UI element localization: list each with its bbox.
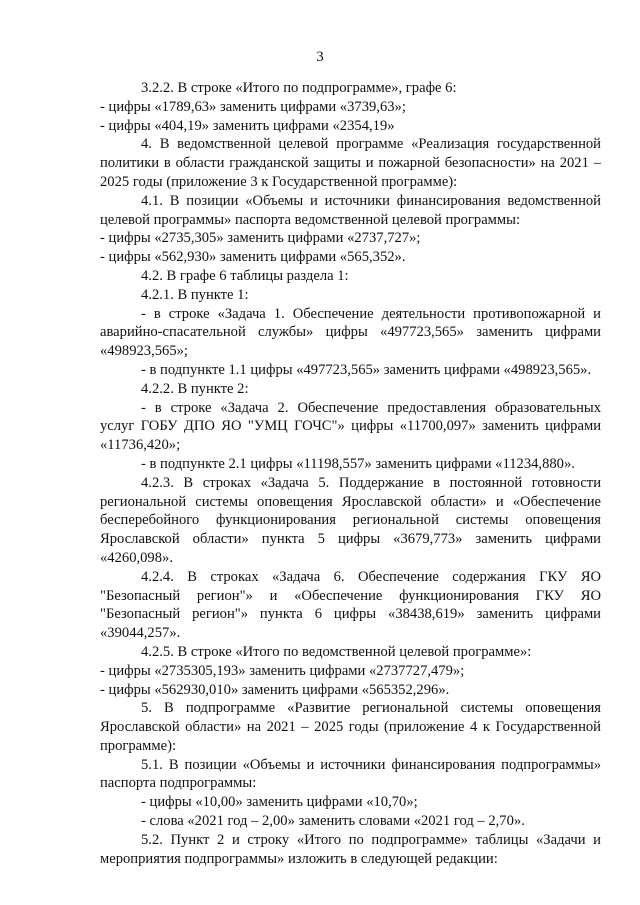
paragraph: 4.2.5. В строке «Итого по ведомственной целевой программе»:	[141, 643, 532, 660]
paragraph: - в подпункте 1.1 цифры «497723,565» заменить цифрами «498923,565».	[141, 361, 592, 378]
paragraph: 4.2. В графе 6 таблицы раздела 1:	[141, 267, 349, 284]
paragraph: - в подпункте 2.1 цифры «11198,557» заменить цифрами «11234,880».	[141, 455, 575, 472]
document-body	[100, 79, 601, 868]
paragraph: 4. В ведомственной целевой программе «Реализация государственной политики в области гражданской защиты и пожарной безопасности» на 2021 – 2025 годы (приложение 3 к Государственной программе):	[100, 136, 601, 190]
paragraph: 4.2.1. В пункте 1:	[141, 286, 249, 303]
paragraph: 4.2.3. В строках «Задача 5. Поддержание в постоянной готовности региональной системы оповещения Ярославской области» и «Обеспечение бесперебойного функционирования региональной системы оповещения Ярославской области» пункта 5 цифры «3679,773» заменить цифрами «4260,098».	[100, 474, 601, 566]
page-number: 3	[316, 49, 324, 65]
paragraph: - цифры «562,930» заменить цифрами «565,352».	[100, 249, 406, 266]
paragraph: - цифры «1789,63» заменить цифрами «3739,63»;	[100, 98, 406, 115]
paragraph: - цифры «2735305,193» заменить цифрами «2737727,479»;	[100, 662, 465, 679]
paragraph: 4.2.4. В строках «Задача 6. Обеспечение содержания ГКУ ЯО "Безопасный регион"» и «Обеспечение функционирования ГКУ ЯО "Безопасный регион"» пункта 6 цифры «38438,619» заменить цифрами «39044,257».	[100, 568, 601, 642]
paragraph: 5.1. В позиции «Объемы и источники финансирования подпрограммы» паспорта подпрограммы:	[100, 756, 601, 792]
paragraph: 4.1. В позиции «Объемы и источники финансирования ведомственной целевой программы» паспорта ведомственной целевой программы:	[100, 192, 601, 228]
paragraph: - цифры «562930,010» заменить цифрами «565352,296».	[100, 681, 450, 698]
paragraph: 5.2. Пункт 2 и строку «Итого по подпрограмме» таблицы «Задачи и мероприятия подпрограммы» изложить в следующей редакции:	[100, 831, 601, 867]
paragraph: 5. В подпрограмме «Развитие региональной системы оповещения Ярославской области» на 2021 – 2025 годы (приложение 4 к Государственной программе):	[100, 700, 601, 754]
paragraph: - цифры «2735,305» заменить цифрами «2737,727»;	[100, 230, 421, 247]
paragraph: 3.2.2. В строке «Итого по подпрограмме», графе 6:	[141, 80, 457, 96]
paragraph: - в строке «Задача 1. Обеспечение деятельности противопожарной и аварийно-спасательной службы» цифры «497723,565» заменить цифрами «498923,565»;	[100, 305, 601, 360]
paragraph: - слова «2021 год – 2,00» заменить словами «2021 год – 2,70».	[141, 813, 525, 830]
paragraph: - в строке «Задача 2. Обеспечение предоставления образовательных услуг ГОБУ ДПО ЯО "УМЦ ГОЧС"» цифры «11700,097» заменить цифрами «11736,420»;	[100, 399, 601, 454]
paragraph: - цифры «10,00» заменить цифрами «10,70»;	[141, 794, 418, 811]
paragraph: - цифры «404,19» заменить цифрами «2354,19»	[100, 117, 395, 134]
paragraph: 4.2.2. В пункте 2:	[141, 380, 249, 397]
